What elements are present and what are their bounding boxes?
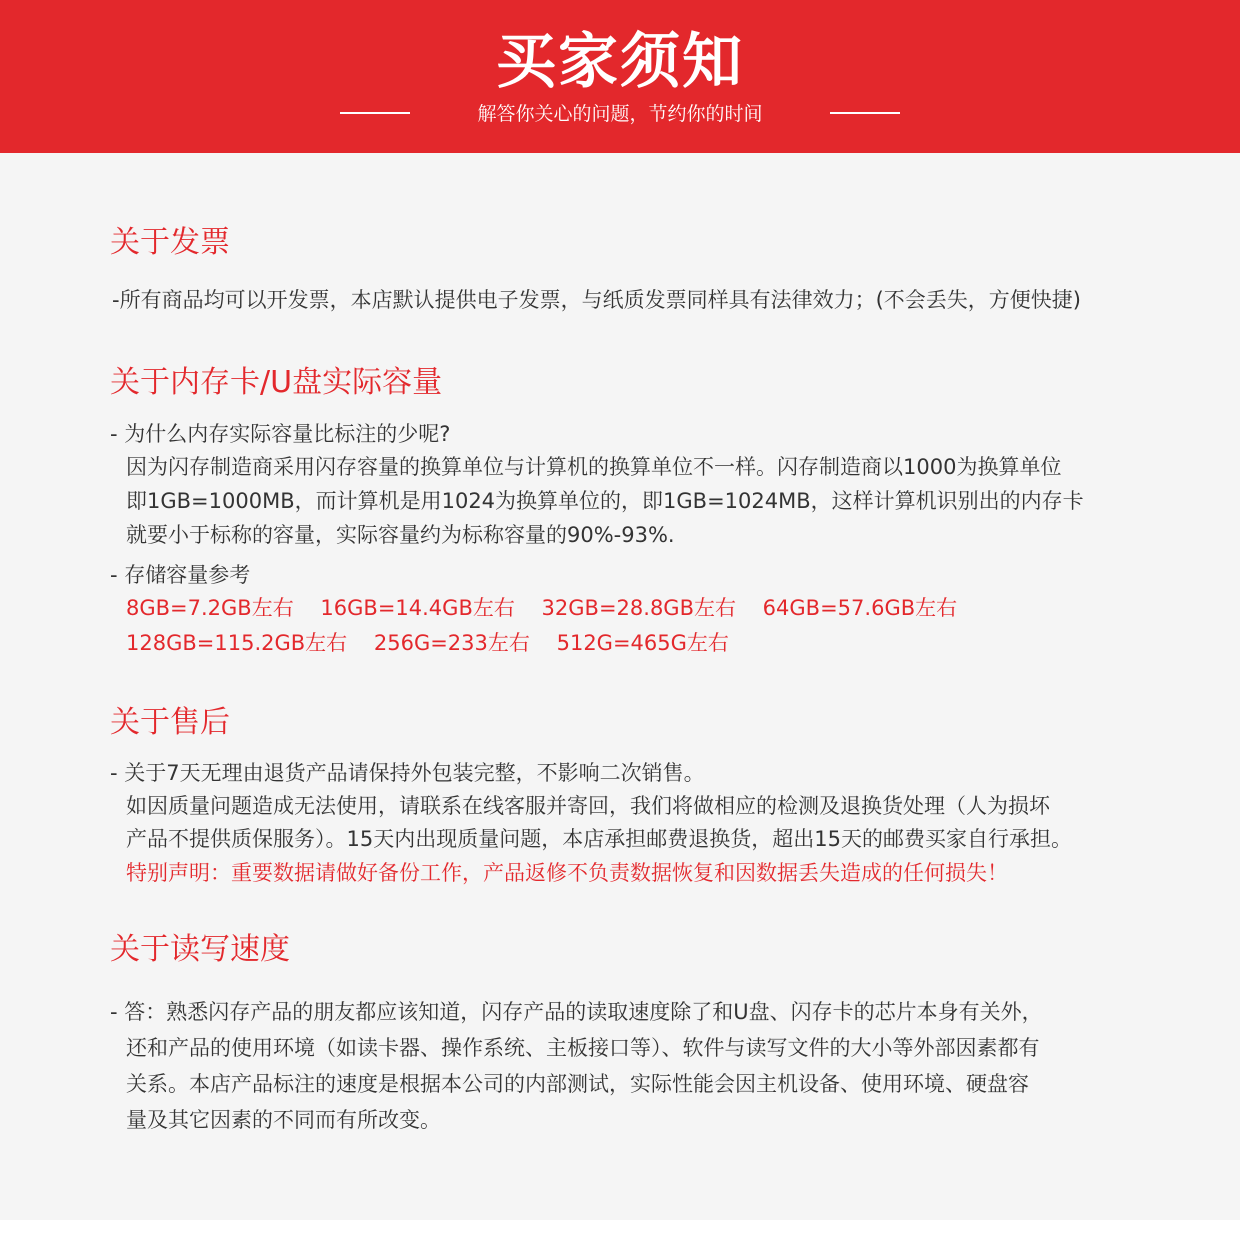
header-banner [0, 0, 1240, 153]
after-sales-line: - 关于7天无理由退货产品请保持外包装完整，不影响二次销售。 [110, 761, 705, 785]
capacity-reference-row: 8GB=7.2GB左右 16GB=14.4GB左右 32GB=28.8GB左右 64GB=57.6GB左右 [126, 596, 958, 620]
bottom-margin [0, 1220, 1240, 1236]
section-heading-speed: 关于读写速度 [110, 932, 290, 967]
divider-right [830, 112, 900, 114]
section-heading-after-sales: 关于售后 [110, 705, 230, 740]
capacity-answer-line: 即1GB=1000MB，而计算机是用1024为换算单位的，即1GB=1024MB，这样计算机识别出的内存卡 [126, 489, 1084, 513]
banner-title: 买家须知 [496, 27, 744, 97]
capacity-reference-row: 128GB=115.2GB左右 256G=233左右 512G=465G左右 [126, 631, 729, 655]
after-sales-notice: 特别声明：重要数据请做好备份工作，产品返修不负责数据恢复和因数据丢失造成的任何损失！ [126, 861, 1008, 885]
capacity-question: - 为什么内存实际容量比标注的少呢? [110, 422, 451, 446]
invoice-text: -所有商品均可以开发票，本店默认提供电子发票，与纸质发票同样具有法律效力；(不会丢失，方便快捷) [112, 288, 1081, 312]
capacity-answer-line: 就要小于标称的容量，实际容量约为标称容量的90%-93%. [126, 523, 675, 547]
speed-line: 还和产品的使用环境（如读卡器、操作系统、主板接口等）、软件与读写文件的大小等外部因素都有 [126, 1036, 1040, 1060]
speed-line: 关系。本店产品标注的速度是根据本公司的内部测试，实际性能会因主机设备、使用环境、硬盘容 [126, 1072, 1029, 1096]
speed-line: - 答：熟悉闪存产品的朋友都应该知道，闪存产品的读取速度除了和U盘、闪存卡的芯片本身有关外， [110, 1000, 1043, 1024]
capacity-reference-title: - 存储容量参考 [110, 563, 251, 587]
after-sales-line: 产品不提供质保服务）。15天内出现质量问题，本店承担邮费退换货，超出15天的邮费买家自行承担。 [126, 827, 1072, 851]
section-heading-capacity: 关于内存卡/U盘实际容量 [110, 365, 443, 400]
notice-panel [0, 153, 1240, 1220]
speed-line: 量及其它因素的不同而有所改变。 [126, 1108, 441, 1132]
after-sales-line: 如因质量问题造成无法使用，请联系在线客服并寄回，我们将做相应的检测及退换货处理（人为损坏 [126, 794, 1050, 818]
section-heading-invoice: 关于发票 [110, 225, 230, 260]
capacity-answer-line: 因为闪存制造商采用闪存容量的换算单位与计算机的换算单位不一样。闪存制造商以1000为换算单位 [126, 455, 1062, 479]
banner-subtitle: 解答你关心的问题，节约你的时间 [477, 103, 763, 125]
